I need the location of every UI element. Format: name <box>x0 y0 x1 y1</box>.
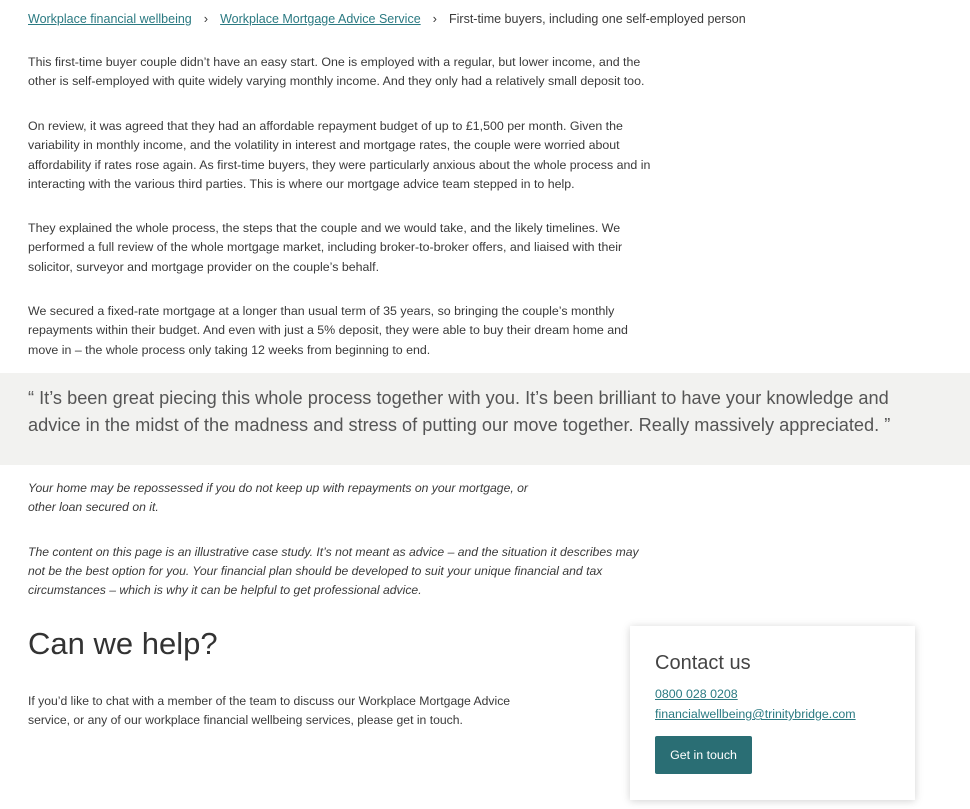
repossession-warning: Your home may be repossessed if you do not keep up with repayments on your mortgage, or other loan secured on it. <box>28 481 528 515</box>
breadcrumb <box>28 11 746 27</box>
article-paragraph: They explained the whole process, the steps that the couple and we would take, and the likely timelines. We performed a full review of the whole mortgage market, including broker-to-broker offers, and liaised with their solicitor, surveyor and mortgage provider on the couple’s behalf. <box>28 221 623 274</box>
chevron-right-icon: › <box>432 11 437 26</box>
phone-link[interactable]: 0800 028 0208 <box>655 687 738 701</box>
help-text: If you’d like to chat with a member of the team to discuss our Workplace Mortgage Advice service, or any of our workplace financial wellbeing services, please get in touch. <box>28 694 511 728</box>
contact-card <box>630 626 915 800</box>
illustrative-disclaimer: The content on this page is an illustrative case study. It’s not meant as advice – and the situation it describes may not be the best option for you. Your financial plan should be developed to suit your unique financial and tax circumstances – which is why it can be helpful to get professional advice. <box>28 545 639 598</box>
article-paragraph: On review, it was agreed that they had an affordable repayment budget of up to £1,500 per month. Given the variability in monthly income, and the volatility in interest and mortgage rates, the couple were worried about affordability if rates rose again. As first-time buyers, they were particularly anxious about the whole process and in interacting with the various third parties. This is where our mortgage advice team stepped in to help. <box>28 119 651 191</box>
breadcrumb-current: First-time buyers, including one self-employed person <box>449 12 746 26</box>
quote-text: “ It’s been great piecing this whole process together with you. It’s been brilliant to have your knowledge and advice in the midst of the madness and stress of putting our move together. Really massively appreciated. ” <box>28 388 891 435</box>
breadcrumb-link-mortgage-advice[interactable]: Workplace Mortgage Advice Service <box>220 12 421 26</box>
get-in-touch-button[interactable]: Get in touch <box>655 736 752 774</box>
testimonial-quote <box>0 373 970 465</box>
help-heading: Can we help? <box>28 626 218 661</box>
chevron-right-icon: › <box>203 11 209 26</box>
email-link[interactable]: financialwellbeing@trinitybridge.com <box>655 707 856 721</box>
article-paragraph: We secured a fixed-rate mortgage at a longer than usual term of 35 years, so bringing the couple’s monthly repayments within their budget. And even with just a 5% deposit, they were able to buy their dream home and move in – the whole process only taking 12 weeks from beginning to end. <box>28 304 628 357</box>
article-paragraph: This first-time buyer couple didn’t have an easy start. One is employed with a regular, but lower income, and the other is self-employed with quite widely varying monthly income. And they only had a relatively small deposit too. <box>28 55 645 89</box>
contact-heading: Contact us <box>655 652 751 674</box>
breadcrumb-link-financial-wellbeing[interactable]: Workplace financial wellbeing <box>28 12 192 26</box>
